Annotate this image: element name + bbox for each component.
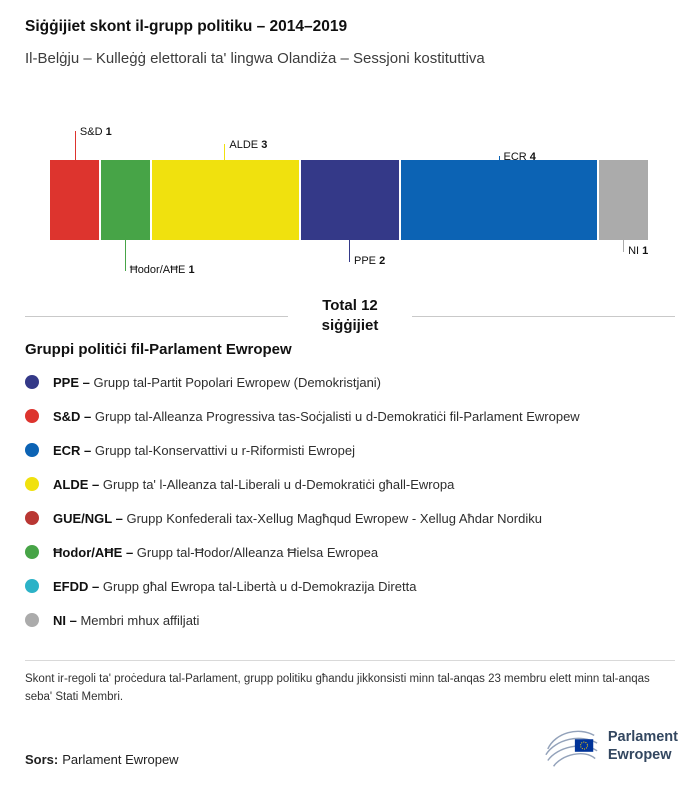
legend-label: Ħodor/AĦE – Grupp tal-Ħodor/Alleanza Ħielsa Ewropea xyxy=(53,544,379,560)
legend-dot-S&D xyxy=(25,409,39,423)
legend-item-S&D xyxy=(25,409,680,423)
bar-segment-ALDE xyxy=(152,160,299,240)
source xyxy=(25,752,179,767)
leader-line-ALDE xyxy=(224,144,225,161)
legend xyxy=(25,341,680,647)
bar-label-NI: NI 1 xyxy=(628,245,649,257)
logo-line2: Ewropew xyxy=(607,747,672,763)
ep-logo xyxy=(542,722,678,770)
leader-line-PPE xyxy=(349,240,350,262)
legend-dot-Ħodor/AĦE xyxy=(25,545,39,559)
legend-label: EFDD – Grupp għal Ewropa tal-Libertà u d-Demokrazija Diretta xyxy=(53,578,417,594)
right-rule xyxy=(412,316,675,317)
seat-chart xyxy=(50,118,648,283)
legend-dot-PPE xyxy=(25,375,39,389)
bar-segment-NI xyxy=(599,160,648,240)
bar-label-S&D: S&D 1 xyxy=(79,126,112,138)
legend-item-Ħodor/AĦE xyxy=(25,545,680,559)
leader-line-S&D xyxy=(75,131,76,160)
bar-segment-PPE xyxy=(301,160,399,240)
legend-item-ECR xyxy=(25,443,680,457)
legend-label: ALDE – Grupp ta' l-Alleanza tal-Liberali u d-Demokratiċi għall-Ewropa xyxy=(53,476,455,492)
bar-segment-Ħodor/AĦE xyxy=(101,160,150,240)
legend-label: NI – Membri mhux affiljati xyxy=(53,612,200,628)
legend-dot-ECR xyxy=(25,443,39,457)
ep-logo-mark xyxy=(542,722,600,770)
source-label: Sors: xyxy=(25,752,59,767)
legend-label: GUE/NGL – Grupp Konfederali tax-Xellug Magħqud Ewropew - Xellug Aħdar Nordiku xyxy=(53,510,542,526)
leader-line-Ħodor/AĦE xyxy=(125,240,126,271)
legend-item-EFDD xyxy=(25,579,680,593)
total-line1: Total 12 xyxy=(322,297,378,314)
stacked-bar xyxy=(50,160,648,240)
leader-line-NI xyxy=(623,240,624,252)
legend-item-GUE/NGL xyxy=(25,511,680,525)
total-line2: siġġijiet xyxy=(321,317,379,335)
bar-label-PPE: PPE 2 xyxy=(354,254,386,267)
total-text xyxy=(322,296,379,337)
bar-segment-ECR xyxy=(401,160,597,240)
divider xyxy=(25,660,675,661)
legend-label: S&D – Grupp tal-Alleanza Progressiva tas-Soċjalisti u d-Demokratiċi fil-Parlament Ewropew xyxy=(53,408,580,424)
legend-dot-EFDD xyxy=(25,579,39,593)
bar-label-ECR: ECR 4 xyxy=(503,151,536,163)
chart-title: Siġġijiet skont il-grupp politiku – 2014–2019 xyxy=(25,18,348,35)
legend-dot-GUE/NGL xyxy=(25,511,39,525)
bar-label-Ħodor/AĦE: Ħodor/AĦE 1 xyxy=(129,264,195,276)
ep-logo-text xyxy=(608,728,678,764)
chart-subtitle: Il-Belġju – Kulleġġ elettorali ta' lingwa Olandiża – Sessjoni kostituttiva xyxy=(25,50,485,67)
bar-label-ALDE: ALDE 3 xyxy=(229,138,268,151)
legend-title: Gruppi politiċi fil-Parlament Ewropew xyxy=(25,341,292,358)
logo-line1: Parlament xyxy=(607,728,678,745)
legend-label: ECR – Grupp tal-Konservattivi u r-Riformisti Ewropej xyxy=(53,442,355,458)
bar-segment-S&D xyxy=(50,160,99,240)
legend-label: PPE – Grupp tal-Partit Popolari Ewropew (Demokristjani) xyxy=(53,374,382,390)
total-seats xyxy=(25,296,675,337)
footnote: Skont ir-regoli ta' proċedura tal-Parlament, grupp politiku għandu jikkonsisti minn tal-anqas 23 membru elett minn tal-anqas seba' Stati Membri. xyxy=(25,673,650,703)
legend-list xyxy=(25,375,680,627)
legend-dot-NI xyxy=(25,613,39,627)
legend-item-ALDE xyxy=(25,477,680,491)
legend-dot-ALDE xyxy=(25,477,39,491)
legend-item-PPE xyxy=(25,375,680,389)
left-rule xyxy=(25,316,288,317)
legend-item-NI xyxy=(25,613,680,627)
eu-flag-icon xyxy=(575,739,593,752)
source-text: Parlament Ewropew xyxy=(62,752,179,767)
